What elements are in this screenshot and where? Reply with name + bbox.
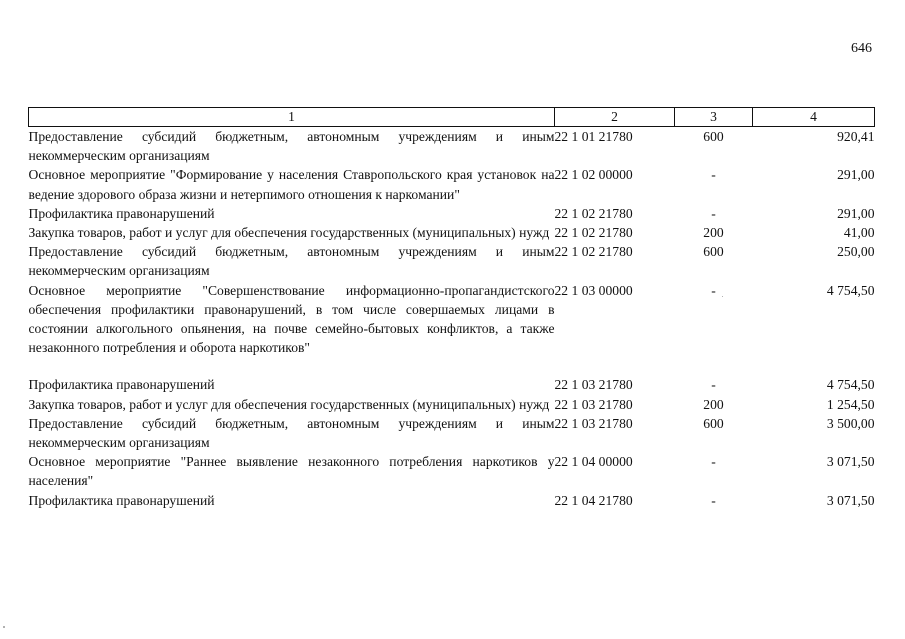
header-row <box>29 108 875 127</box>
table-row <box>29 242 875 280</box>
table-row <box>29 452 875 490</box>
table-row <box>29 375 875 394</box>
row-name: Основное мероприятие "Совершенствование информационно-пропагандистского обеспечения профилактики правонарушений, в том числе совершаемых лицами в состоянии алкогольного опьянения, на почве семейно-бытовых конфликтов, а также незаконного потребления и оборота наркотиков" <box>28 282 555 356</box>
table-body <box>29 127 875 510</box>
page-number: 646 <box>851 41 872 56</box>
table-row <box>29 491 875 510</box>
row-type: - <box>711 167 716 183</box>
row-code: 22 1 02 21780 <box>554 205 633 221</box>
row-name: Основное мероприятие "Раннее выявление незаконного потребления наркотиков у населения" <box>28 454 555 489</box>
table-row <box>29 395 875 414</box>
table-row <box>29 281 875 376</box>
column-header-1: 1 <box>29 108 555 127</box>
column-header-4: 4 <box>753 108 875 127</box>
row-code: 22 1 01 21780 <box>554 129 633 144</box>
row-type: 200 <box>703 225 724 241</box>
row-code: 22 1 04 21780 <box>554 492 633 508</box>
scan-speck <box>722 296 723 297</box>
row-name: Предоставление субсидий бюджетным, автономным учреждениям и иным некоммерческим организациям <box>28 244 555 279</box>
row-amount: 41,00 <box>843 225 875 241</box>
table-header <box>29 108 875 127</box>
row-code: 22 1 04 00000 <box>554 454 633 470</box>
row-amount: 291,00 <box>837 205 875 221</box>
row-code: 22 1 02 21780 <box>554 244 633 260</box>
row-code: 22 1 02 00000 <box>554 167 633 183</box>
row-type: 600 <box>703 415 724 431</box>
column-header-2: 2 <box>555 108 675 127</box>
row-amount: 250,00 <box>837 244 875 260</box>
row-type: 600 <box>703 129 724 144</box>
row-type: - <box>711 205 716 221</box>
table-row <box>29 223 875 242</box>
row-amount: 920,41 <box>837 129 875 144</box>
row-type: 200 <box>703 396 724 412</box>
row-amount: 3 500,00 <box>826 415 875 431</box>
table-row <box>29 414 875 452</box>
row-amount: 1 254,50 <box>826 396 875 412</box>
budget-table <box>28 107 875 510</box>
row-amount: 3 071,50 <box>826 454 875 470</box>
row-type: - <box>711 377 716 393</box>
row-name: Профилактика правонарушений <box>28 205 215 221</box>
row-code: 22 1 03 00000 <box>554 282 633 298</box>
row-code: 22 1 03 21780 <box>554 377 633 393</box>
row-name: Профилактика правонарушений <box>28 377 215 393</box>
row-type: - <box>711 282 716 298</box>
row-name: Основное мероприятие "Формирование у населения Ставропольского края установок на ведение здорового образа жизни и нетерпимого отношения к наркомании" <box>28 167 555 202</box>
row-name: Предоставление субсидий бюджетным, автономным учреждениям и иным некоммерческим организациям <box>28 129 555 164</box>
row-amount: 291,00 <box>837 167 875 183</box>
row-type: 600 <box>703 244 724 260</box>
column-header-3: 3 <box>675 108 753 127</box>
row-amount: 4 754,50 <box>826 282 875 298</box>
row-name: Профилактика правонарушений <box>28 492 215 508</box>
row-code: 22 1 02 21780 <box>554 225 633 241</box>
row-type: - <box>711 454 716 470</box>
row-name: Закупка товаров, работ и услуг для обеспечения государственных (муниципальных) нужд <box>28 225 550 241</box>
table-row <box>29 165 875 203</box>
row-amount: 3 071,50 <box>826 492 875 508</box>
row-name: Предоставление субсидий бюджетным, автономным учреждениям и иным некоммерческим организациям <box>28 415 555 451</box>
row-name: Закупка товаров, работ и услуг для обеспечения государственных (муниципальных) нужд <box>28 396 550 412</box>
row-amount: 4 754,50 <box>826 377 875 393</box>
row-code: 22 1 03 21780 <box>554 415 633 431</box>
scan-speck <box>3 626 5 628</box>
row-type: - <box>711 492 716 508</box>
table-row <box>29 127 875 166</box>
row-code: 22 1 03 21780 <box>554 396 633 412</box>
table-row <box>29 204 875 223</box>
